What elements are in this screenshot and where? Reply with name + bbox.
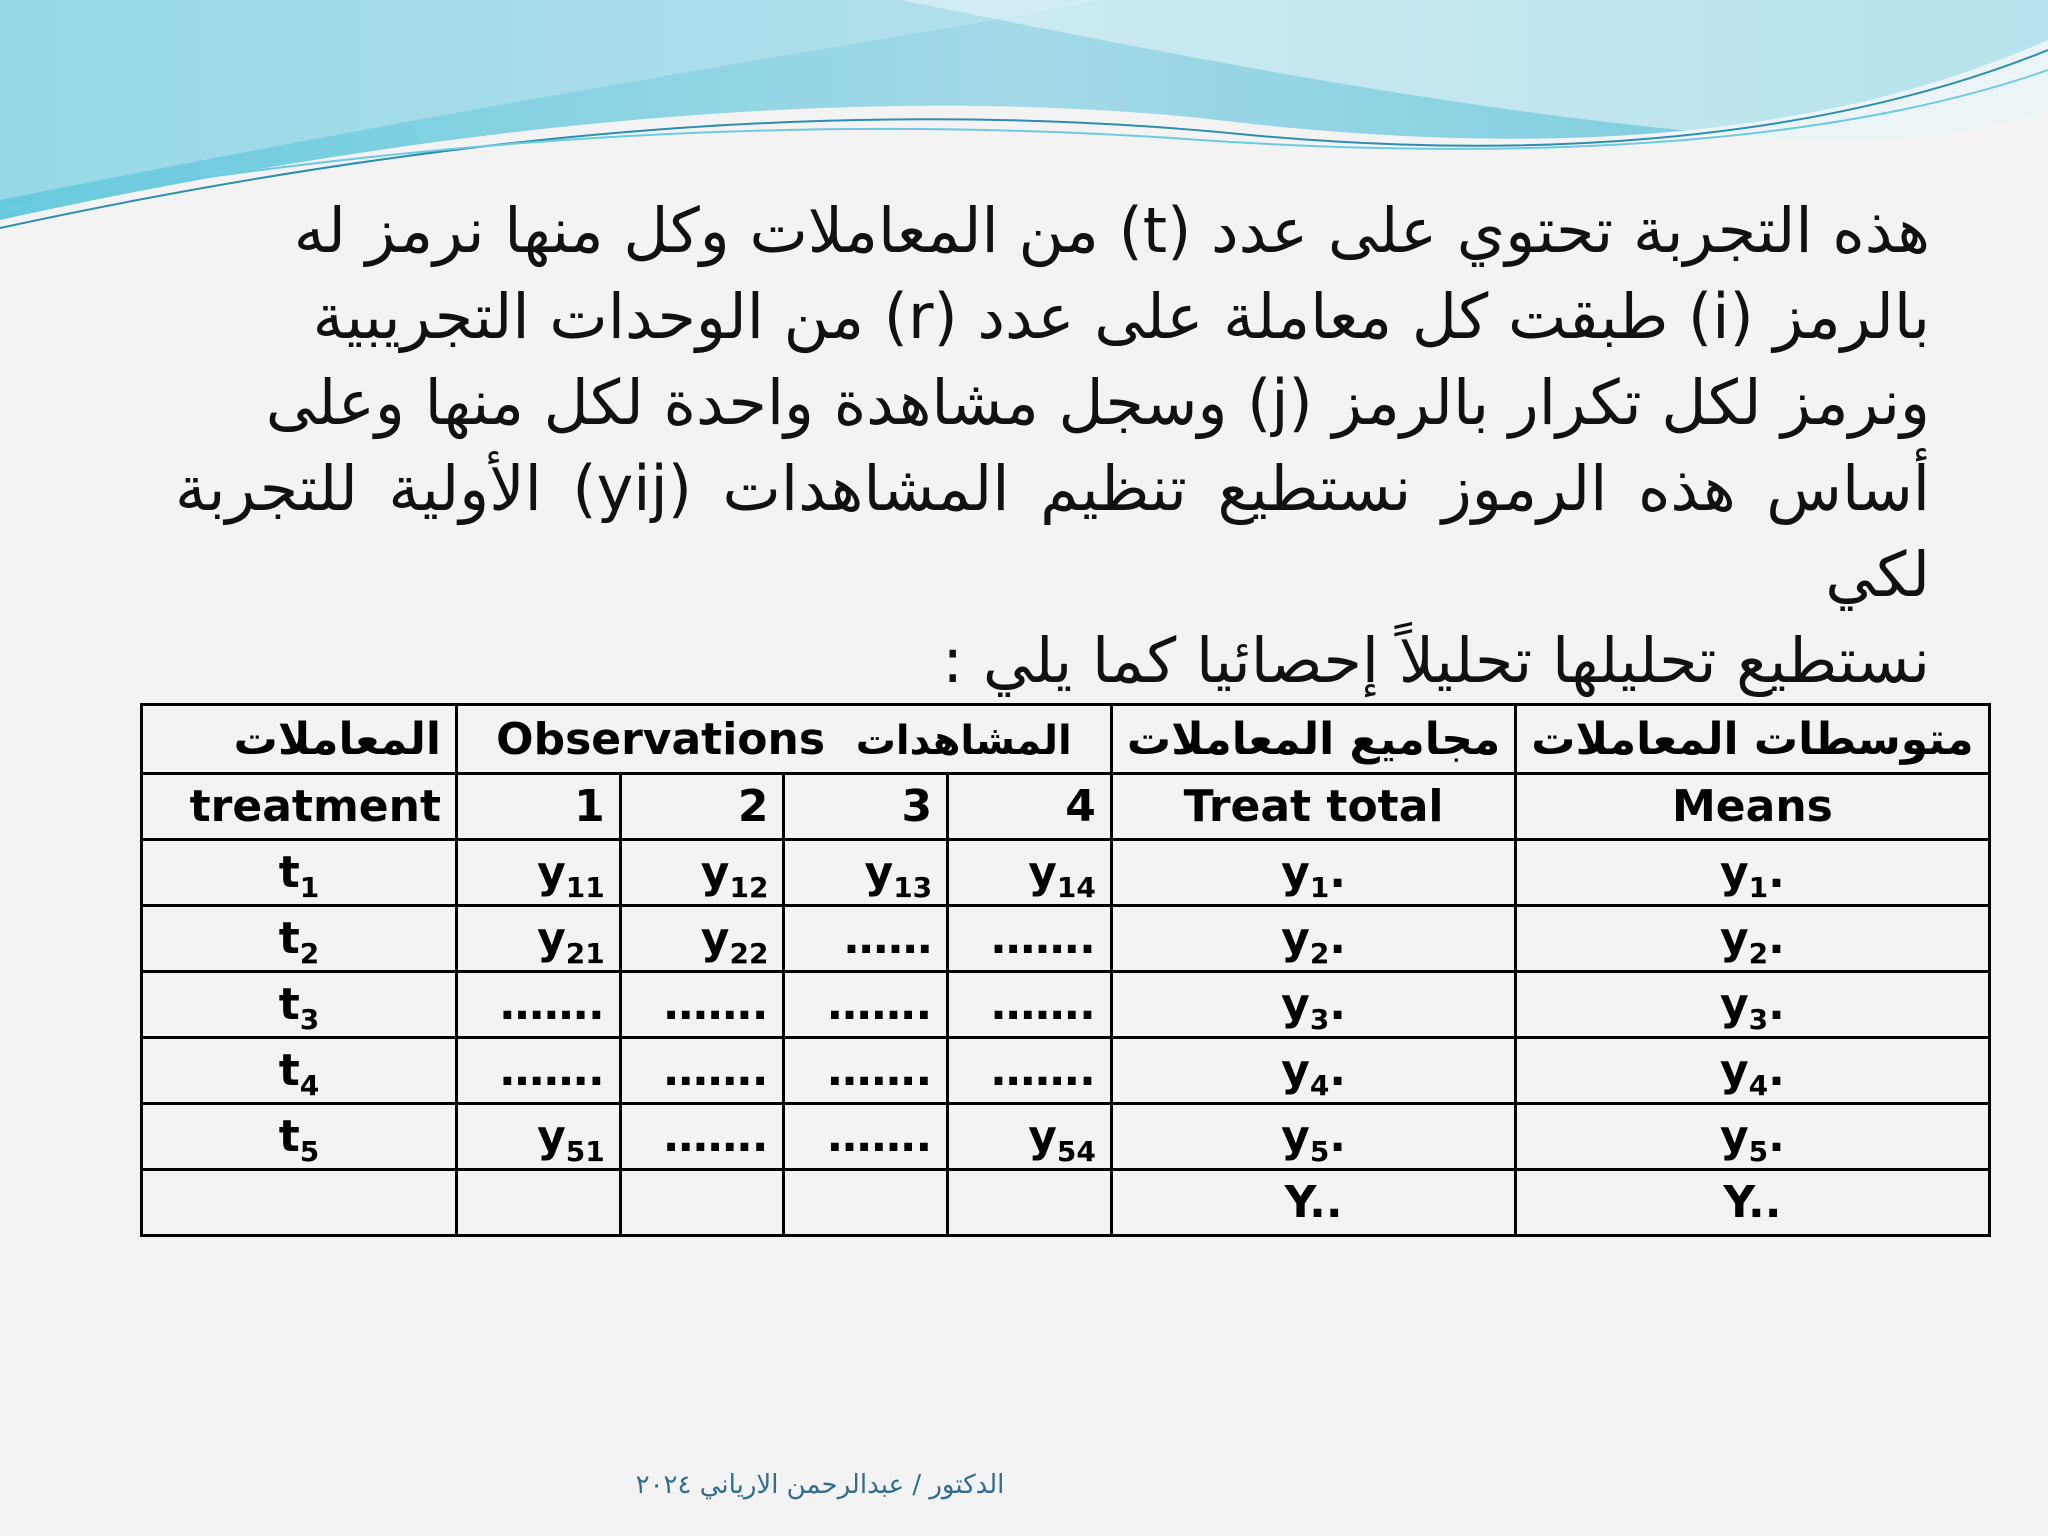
treatment-total-cell: $y_3$. [1111,972,1515,1038]
observation-cell: ……. [620,1104,784,1170]
header-observations-en: Observations [496,713,826,765]
treatment-mean-cell: $y_5$. [1516,1104,1989,1170]
header-row-top [142,705,1990,774]
table-body [142,840,1990,1170]
treatment-mean-cell: $y_2$. [1516,906,1989,972]
treatment-total-cell: $y_4$. [1111,1038,1515,1104]
header-obs-number: 1 [457,774,621,840]
observation-cell: ……. [457,972,621,1038]
treatment-label: $t_1$ [142,840,457,906]
table-row [142,906,1990,972]
observation-cell: ……. [620,972,784,1038]
treatment-total-cell: $y_1$. [1111,840,1515,906]
header-obs-number: 3 [784,774,948,840]
header-means-ar: متوسطات المعاملات [1516,705,1989,774]
header-treatment-ar: المعاملات [142,705,457,774]
observation-cell: $y_{21}$ [457,906,621,972]
treatment-mean-cell: $y_4$. [1516,1038,1989,1104]
grand-total-row [142,1170,1990,1236]
empty-cell [784,1170,948,1236]
footer-signature: الدكتور / عبدالرحمن الارياني ٢٠٢٤ [635,1470,1005,1500]
paragraph-line: بالرمز (i) طبقت كل معاملة على عدد (r) من الوحدات التجريبية [312,280,1930,353]
header-row-bottom [142,774,1990,840]
observation-cell: …… [784,906,948,972]
observation-cell: $y_{12}$ [620,840,784,906]
treatment-label: $t_4$ [142,1038,457,1104]
observation-cell: ……. [457,1038,621,1104]
observation-cell: $y_{11}$ [457,840,621,906]
header-totals-en: Treat total [1111,774,1515,840]
observation-cell: ……. [784,1038,948,1104]
header-treatment-en: treatment [142,774,457,840]
observation-cell: ……. [784,972,948,1038]
header-obs-number: 4 [948,774,1112,840]
observations-table [140,703,1991,1237]
observation-cell: ……. [948,1038,1112,1104]
header-obs-number: 2 [620,774,784,840]
observation-cell: ……. [948,972,1112,1038]
table-row [142,972,1990,1038]
table-row [142,1038,1990,1104]
header-totals-ar: مجاميع المعاملات [1111,705,1515,774]
header-observations [457,705,1112,774]
observation-cell: $y_{22}$ [620,906,784,972]
grand-mean: Y.. [1516,1170,1989,1236]
observation-cell: $y_{51}$ [457,1104,621,1170]
table-row [142,1104,1990,1170]
grand-total: Y.. [1111,1170,1515,1236]
observation-cell: $y_{13}$ [784,840,948,906]
observation-cell: ……. [784,1104,948,1170]
observation-cell: ……. [948,906,1112,972]
paragraph-line: نستطيع تحليلها تحليلاً إحصائيا كما يلي : [942,624,1930,697]
treatment-mean-cell: $y_1$. [1516,840,1989,906]
treatment-total-cell: $y_2$. [1111,906,1515,972]
body-paragraph [175,188,1930,704]
paragraph-line: هذه التجربة تحتوي على عدد (t) من المعاملات وكل منها نرمز له [293,194,1930,267]
header-means-en: Means [1516,774,1989,840]
empty-cell [142,1170,457,1236]
empty-cell [457,1170,621,1236]
empty-cell [948,1170,1112,1236]
treatment-label: $t_3$ [142,972,457,1038]
empty-cell [620,1170,784,1236]
treatment-mean-cell: $y_3$. [1516,972,1989,1038]
paragraph-line: ونرمز لكل تكرار بالرمز (j) وسجل مشاهدة واحدة لكل منها وعلى [265,366,1930,439]
paragraph-line: أساس هذه الرموز نستطيع تنظيم المشاهدات (yij) الأولية للتجربة لكي [175,452,1931,611]
treatment-label: $t_2$ [142,906,457,972]
header-observations-ar: المشاهدات [855,717,1072,764]
observation-cell: $y_{54}$ [948,1104,1112,1170]
observation-cell: $y_{14}$ [948,840,1112,906]
treatment-label: $t_5$ [142,1104,457,1170]
table-row [142,840,1990,906]
treatment-total-cell: $y_5$. [1111,1104,1515,1170]
observation-cell: ……. [620,1038,784,1104]
